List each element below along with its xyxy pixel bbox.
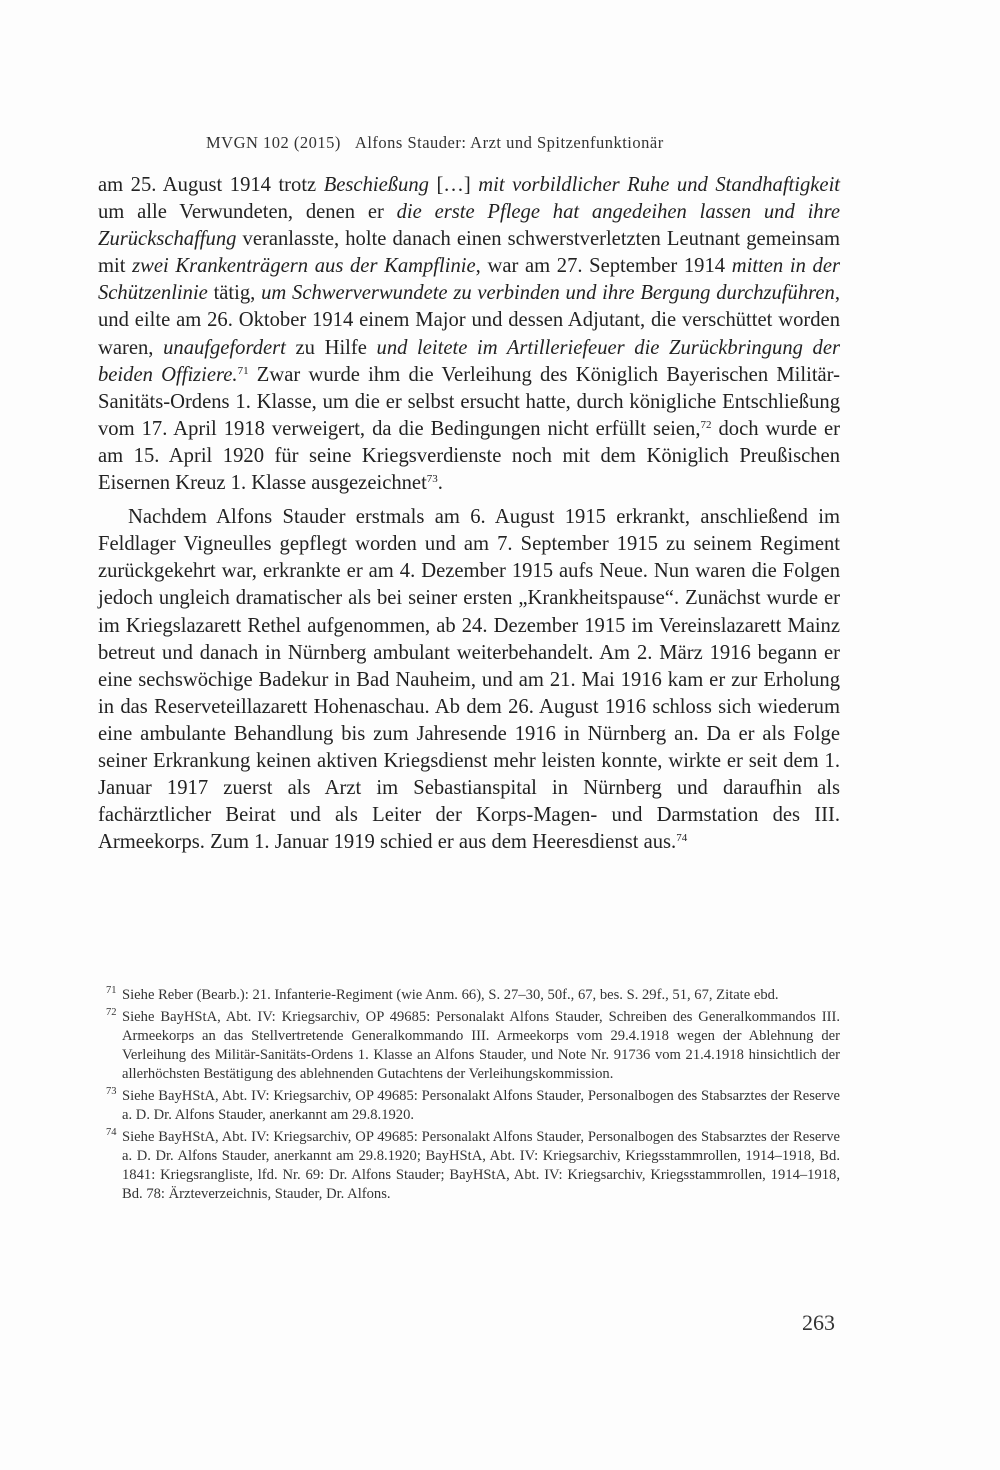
footnote-number: 74 [106,1127,117,1138]
quote-run: unaufgefordert [163,336,286,359]
text-run: […] [428,174,479,196]
footnote-text: Siehe BayHStA, Abt. IV: Kriegsarchiv, OP 49685: Personalakt Alfons Stauder, Personalbogen des Stabsarztes der Reserve a. D. Dr. Alfons Stauder, anerkannt am 29.8.1920. [122,1088,840,1123]
quote-run: Beschießung [323,174,429,196]
footnotes [98,986,840,1207]
running-header [206,133,664,153]
paragraph-2 [98,504,840,856]
footnote-number: 73 [106,1086,117,1097]
text-run: doch wurde er am 15. April 1920 für seine Kriegsverdienste noch mit dem Königlich Preußischen Eisernen Kreuz 1. Klasse ausgezeichnet [98,417,840,495]
text-run: tätig, [207,282,262,305]
text-run: Nachdem Alfons Stauder erstmals am 6. August 1915 erkrankt, anschließend im Feldlager Vigneulles gepflegt worden und am 7. September 1915 zu seinem Regiment zurückgekehrt war, erkrankte er am 4. Dezember 1915 aufs Neue. Nun waren die Folgen jedoch ungleich dramatischer als bei seiner ersten „Krankheitspause“. Zunächst wurde er im Kriegslazarett Rethel aufgenommen, ab 24. Dezember 1915 im Vereinslazarett Mainz betreut und danach in Nürnberg ambulant weiterbehandelt. Am 2. März 1916 begann er eine sechswöchige Badekur in Bad Nauheim, und am 21. Mai 1916 kam er zur Erholung in das Reserveteillazarett Hohenaschau. Ab dem 26. August 1916 schloss sich wiederum eine ambulante Behandlung bis zum Jahresende 1916 in Nürnberg an. Da er als Folge seiner Erkrankung keinen aktiven Kriegsdienst mehr leisten konnte, wirkte er seit dem 1. Januar 1917 zuerst als Arzt im Sebastianspital in Nürnberg und daraufhin als fachärztlicher Beirat und als Leiter der Korps-Magen- und Darmstation des III. Armeekorps. Zum 1. Januar 1919 schied er aus dem Heeresdienst aus. [98,506,840,854]
text-run: veranlasste, holte danach einen schwerstverletzten Leutnant gemeinsam mit [98,228,840,278]
footnote-71 [98,986,840,1005]
footnote-74 [98,1128,840,1204]
quote-run: zwei Krankenträgern aus der Kampflinie [132,255,476,278]
footnote-ref-74[interactable]: 74 [676,832,688,845]
quote-run: mit vorbildlicher Ruhe und Standhaftigkeit [478,174,841,196]
footnote-ref-71[interactable]: 71 [237,364,249,377]
text-run: , und eilte am 26. Oktober 1914 einem Major und dessen Adjutant, die verschüttet worden waren, [98,282,840,359]
footnote-number: 72 [106,1007,117,1018]
footnote-72 [98,1008,840,1084]
footnote-ref-72[interactable]: 72 [700,418,712,431]
running-title: Alfons Stauder: Arzt und Spitzenfunktionär [354,133,664,152]
quote-run: um Schwerverwundete zu verbinden und ihre Bergung durchzuführen [261,282,835,305]
quote-run: die erste Pflege hat angedeihen lassen und ihre Zurückschaffung [98,201,840,251]
main-text [98,172,840,856]
journal-citation: MVGN 102 (2015) [206,133,341,152]
footnote-73 [98,1087,840,1125]
text-run: . [437,472,443,495]
footnote-text: Siehe BayHStA, Abt. IV: Kriegsarchiv, OP 49685: Personalakt Alfons Stauder, Personalbogen des Stabsarztes der Reserve a. D. Dr. Alfons Stauder, anerkannt am 29.8.1920; BayHStA, Abt. IV: Kriegsarchiv, Kriegsstammrollen, 1914–1918, Bd. 1841: Kriegsrangliste, lfd. Nr. 69: Dr. Alfons Stauder; BayHStA, Abt. IV: Kriegsarchiv, Kriegsstammrollen, 1914–1918, Bd. 78: Ärzteverzeichnis, Stauder, Dr. Alfons. [122,1129,840,1202]
text-run: Zwar wurde ihm die Verleihung des Königlich Bayerischen Militär-Sanitäts-Ordens 1. Klasse, um die er selbst ersucht hatte, durch königliche Entschließung vom 17. April 1918 verweigert, da die Bedingungen nicht erfüllt seien, [98,363,840,440]
quote-run: und leitete im Artilleriefeuer die Zurückbringung der beiden Offiziere. [98,336,841,386]
quote-run: mitten in der Schützenlinie [98,255,840,305]
footnote-number: 71 [106,985,117,996]
text-run: , war am 27. September 1914 [475,255,732,278]
footnote-text: Siehe BayHStA, Abt. IV: Kriegsarchiv, OP 49685: Personalakt Alfons Stauder, Schreiben des Generalkommandos III. Armeekorps an das Stellvertretende Generalkommando III. Armeekorps vom 29.4.1918 wegen der Ablehnung der Verleihung des Militär-Sanitäts-Ordens 1. Klasse an Alfons Stauder, und Note Nr. 91736 vom 21.4.1918 hinsichtlich der allerhöchsten Bestätigung des ablehnenden Gutachtens der Verleihungskommission. [122,1009,840,1082]
text-run: am 25. August 1914 trotz [98,174,324,196]
page-number: 263 [802,1310,835,1335]
footnote-ref-73[interactable]: 73 [426,473,438,486]
footnote-text: Siehe Reber (Bearb.): 21. Infanterie-Regiment (wie Anm. 66), S. 27–30, 50f., 67, bes. S. 29f., 51, 67, Zitate ebd. [122,987,779,1003]
paragraph-1 [98,172,840,497]
text-run: zu Hilfe [285,336,377,359]
text-run: um alle Verwundeten, denen er [98,201,397,224]
